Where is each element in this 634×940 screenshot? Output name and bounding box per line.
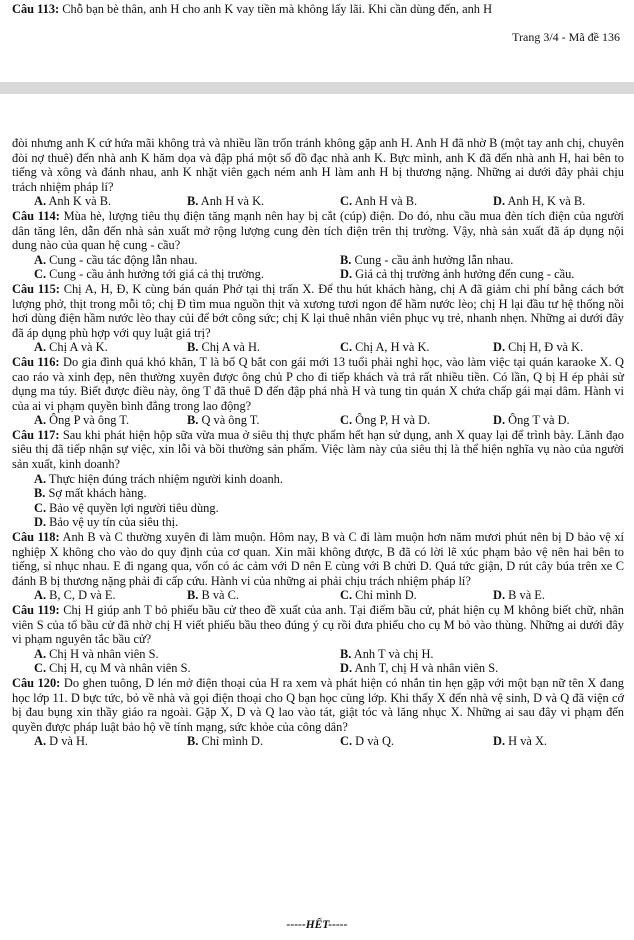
option-d[interactable]: D. Giá cả thị trường ảnh hưởng đến cung - cầu. xyxy=(340,267,575,282)
option-c[interactable]: C. Cung - cầu ảnh hưởng tới giá cả thị trường. xyxy=(34,267,264,282)
question-115-options xyxy=(12,340,624,355)
end-marker: -----HẾT----- xyxy=(286,919,348,931)
option-a[interactable]: A. B, C, D và E. xyxy=(34,588,116,603)
question-text: Chỗ bạn bè thân, anh H cho anh K vay tiền mà không lấy lãi. Khi cần dùng đến, anh H xyxy=(59,2,493,16)
question-number: Câu 118: xyxy=(12,530,60,545)
page-info: Trang 3/4 - Mã đề 136 xyxy=(512,30,620,44)
question-number: Câu 113: xyxy=(12,2,60,16)
option-d[interactable]: D. Anh T, chị H và nhân viên S. xyxy=(340,661,499,676)
option-d[interactable]: D. Bảo vệ uy tín của siêu thị. xyxy=(34,515,179,530)
option-b[interactable]: B. Sợ mất khách hàng. xyxy=(34,486,147,501)
option-b[interactable]: B. Chỉ mình D. xyxy=(187,734,264,749)
question-number: Câu 114: xyxy=(12,208,60,223)
question-number: Câu 117: xyxy=(12,427,60,442)
question-118 xyxy=(12,530,624,588)
option-c[interactable]: C. Ông P, H và D. xyxy=(340,413,431,428)
option-b[interactable]: B. Chị A và H. xyxy=(187,340,260,355)
question-number: Câu 115: xyxy=(12,281,60,296)
question-text: Sau khi phát hiện hộp sữa vừa mua ở siêu thị thực phẩm hết hạn sử dụng, anh X quay lại để trình bày. Lãnh đạo siêu thị đã tiếp nhận sự việc, xin lỗi và bồi thường sản phẩm. Việc làm này của siêu thị là thể hiện nghĩa vụ nào của người sản xuất, kinh doanh? xyxy=(12,427,624,472)
page-top-fragment xyxy=(12,2,624,17)
page-separator xyxy=(0,82,634,94)
question-117 xyxy=(12,428,624,472)
question-text: Chị H giúp anh T bỏ phiếu bầu cử theo đề xuất của anh. Tại điểm bầu cử, phát hiện cụ M không biết chữ, nhân viên S của tổ bầu cử đã nhờ chị H viết phiếu bầu theo đúng ý cụ rồi đưa phiếu cho cụ M bỏ vào thùng. Những ai dưới đây vi phạm nguyên tắc bầu cử? xyxy=(12,603,624,647)
option-b[interactable]: B. B và C. xyxy=(187,588,239,603)
option-d[interactable]: D. H và X. xyxy=(493,734,548,749)
option-a[interactable]: A. Cung - cầu tác động lẫn nhau. xyxy=(34,252,198,267)
question-116 xyxy=(12,355,624,413)
question-116-options xyxy=(12,413,624,428)
option-c[interactable]: C. D và Q. xyxy=(340,734,395,749)
option-b[interactable]: B. Anh T và chị H. xyxy=(340,646,434,661)
option-c[interactable]: C. Anh H và B. xyxy=(340,194,418,209)
option-a[interactable]: A. Chị A và K. xyxy=(34,340,108,355)
option-a[interactable]: A. Thực hiện đúng trách nhiệm người kinh doanh. xyxy=(34,471,283,486)
option-c[interactable]: C. Chị H, cụ M và nhân viên S. xyxy=(34,661,191,676)
question-119-options-row2 xyxy=(12,661,624,676)
option-d[interactable]: D. B và E. xyxy=(493,588,545,603)
question-120 xyxy=(12,676,624,734)
option-c[interactable]: C. Bảo vệ quyền lợi người tiêu dùng. xyxy=(34,500,219,515)
option-d[interactable]: D. Ông T và D. xyxy=(493,413,570,428)
question-text: Mùa hè, lượng tiêu thụ điện tăng mạnh nên hay bị cắt (cúp) điện. Do đó, nhu cầu mua đèn tích điện của người dân tăng lên, dẫn đến nhà sản xuất mở rộng lượng cung đèn tích điện trên thị trường. Vậy, nhà sản xuất đã áp dụng nội dung nào của quan hệ cung - cầu? xyxy=(12,208,624,253)
question-number: Câu 120: xyxy=(12,675,61,690)
question-119-options-row1 xyxy=(12,647,624,662)
question-119 xyxy=(12,603,624,647)
question-text: Chị A, H, Đ, K cùng bán quán Phở tại thị trấn X. Để thu hút khách hàng, chị A đã giảm chi phí bằng cách bớt lượng phở, thịt trong mỗi tô; chị Đ tìm mua nguồn thịt và xương tươi ngon để hầm nước lèo; chị H lại đầu tư hệ thống nồi hơi dùng điện hầm nước lèo thay củi để bớt công sức; chị K lại thuê nhân viên phục vụ trẻ, nhanh nhẹn. Những ai dưới đây đã áp dụng phù hợp với quy luật giá trị? xyxy=(12,281,624,340)
option-a[interactable]: A. Ông P và ông T. xyxy=(34,413,130,428)
question-113-options xyxy=(12,194,624,209)
question-120-options xyxy=(12,734,624,749)
question-115 xyxy=(12,282,624,340)
option-b[interactable]: B. Cung - cầu ảnh hưởng lẫn nhau. xyxy=(340,252,514,267)
question-118-options xyxy=(12,588,624,603)
question-text: Do ghen tuông, D lén mở điện thoại của H ra xem và phát hiện có nhắn tin hẹn gặp với một bạn nữ tên X đang học lớp 11. D bực tức, bỏ về nhà và gọi điện thoại cho Q bạn học cùng lớp. Khi thấy X đến nhà vệ sinh, D và Q đã viện cớ bị đau bụng xin thầy giáo ra ngoài. Gặp X, D và Q lao vào tát, giật tóc và lăng nhục X. Những ai sau đây vi phạm đến quyền được pháp luật bảo hộ về tính mạng, sức khỏe của công dân? xyxy=(12,675,624,734)
question-114-options-row2 xyxy=(12,267,624,282)
option-a[interactable]: A. Anh K và B. xyxy=(34,194,112,209)
question-number: Câu 116: xyxy=(12,354,60,369)
question-114-options-row1 xyxy=(12,253,624,268)
question-113-continuation: đòi nhưng anh K cứ hứa mãi không trả và nhiều lần trốn tránh không gặp anh H. Anh H đã nhờ B (một tay anh chị, chuyên đòi nợ thuê) đến nhà anh K hăm dọa và đập phá một số đồ đạc nhà anh K. Bực mình, anh K đã đến nhà anh H, hai bên to tiếng và xông và đánh nhau, anh K nhặt viên gạch ném anh H làm anh H bị thương nặng. Những ai dưới đây phải chịu trách nhiệm pháp lí? xyxy=(12,136,624,194)
question-114 xyxy=(12,209,624,253)
option-b[interactable]: B. Q và ông T. xyxy=(187,413,260,428)
questions-content xyxy=(12,136,624,749)
option-d[interactable]: D. Chị H, Đ và K. xyxy=(493,340,584,355)
question-text: Do gia đình quá khó khăn, T là bố Q bắt con gái mới 13 tuổi phải nghỉ học, vào làm việc tại quán karaoke X. Q cao ráo và xinh đẹp, nên thường xuyên được ông chủ P cho đi tiếp khách và trả rất nhiều tiền. Có lần, Q bị H ép phải sử dụng ma túy. Biết được điều này, ông T đã thuê D đến đập phá nhà H và tung tin quán X chứa chấp gái mại dâm. Hành vi của ai vi phạm quyền bình đẳng trong lao động? xyxy=(12,354,624,413)
question-number: Câu 119: xyxy=(12,603,60,617)
question-113-header-line xyxy=(12,2,624,17)
question-text: Anh B và C thường xuyên đi làm muộn. Hôm nay, B và C đi làm muộn hơn năm mươi phút nên bị D bảo vệ xí nghiệp X không cho vào do quy định của cơ quan. Xin mãi không được, B đã có lời lẽ xúc phạm bảo vệ nên hai bên to tiếng, sỉ nhục nhau. E đi ngang qua, vốn có ác cảm với D nên E cùng với B chửi D. Quá tức giận, D rút cây búa trên xe C đánh B bị thương nặng phải đi cấp cứu. Hành vi của những ai phải chịu trách nhiệm pháp lí? xyxy=(12,530,624,588)
option-c[interactable]: C. Chỉ mình D. xyxy=(340,588,417,603)
option-b[interactable]: B. Anh H và K. xyxy=(187,194,265,209)
option-a[interactable]: A. Chị H và nhân viên S. xyxy=(34,646,159,661)
option-c[interactable]: C. Chị A, H và K. xyxy=(340,340,430,355)
option-a[interactable]: A. D và H. xyxy=(34,734,89,749)
option-d[interactable]: D. Anh H, K và B. xyxy=(493,194,586,209)
